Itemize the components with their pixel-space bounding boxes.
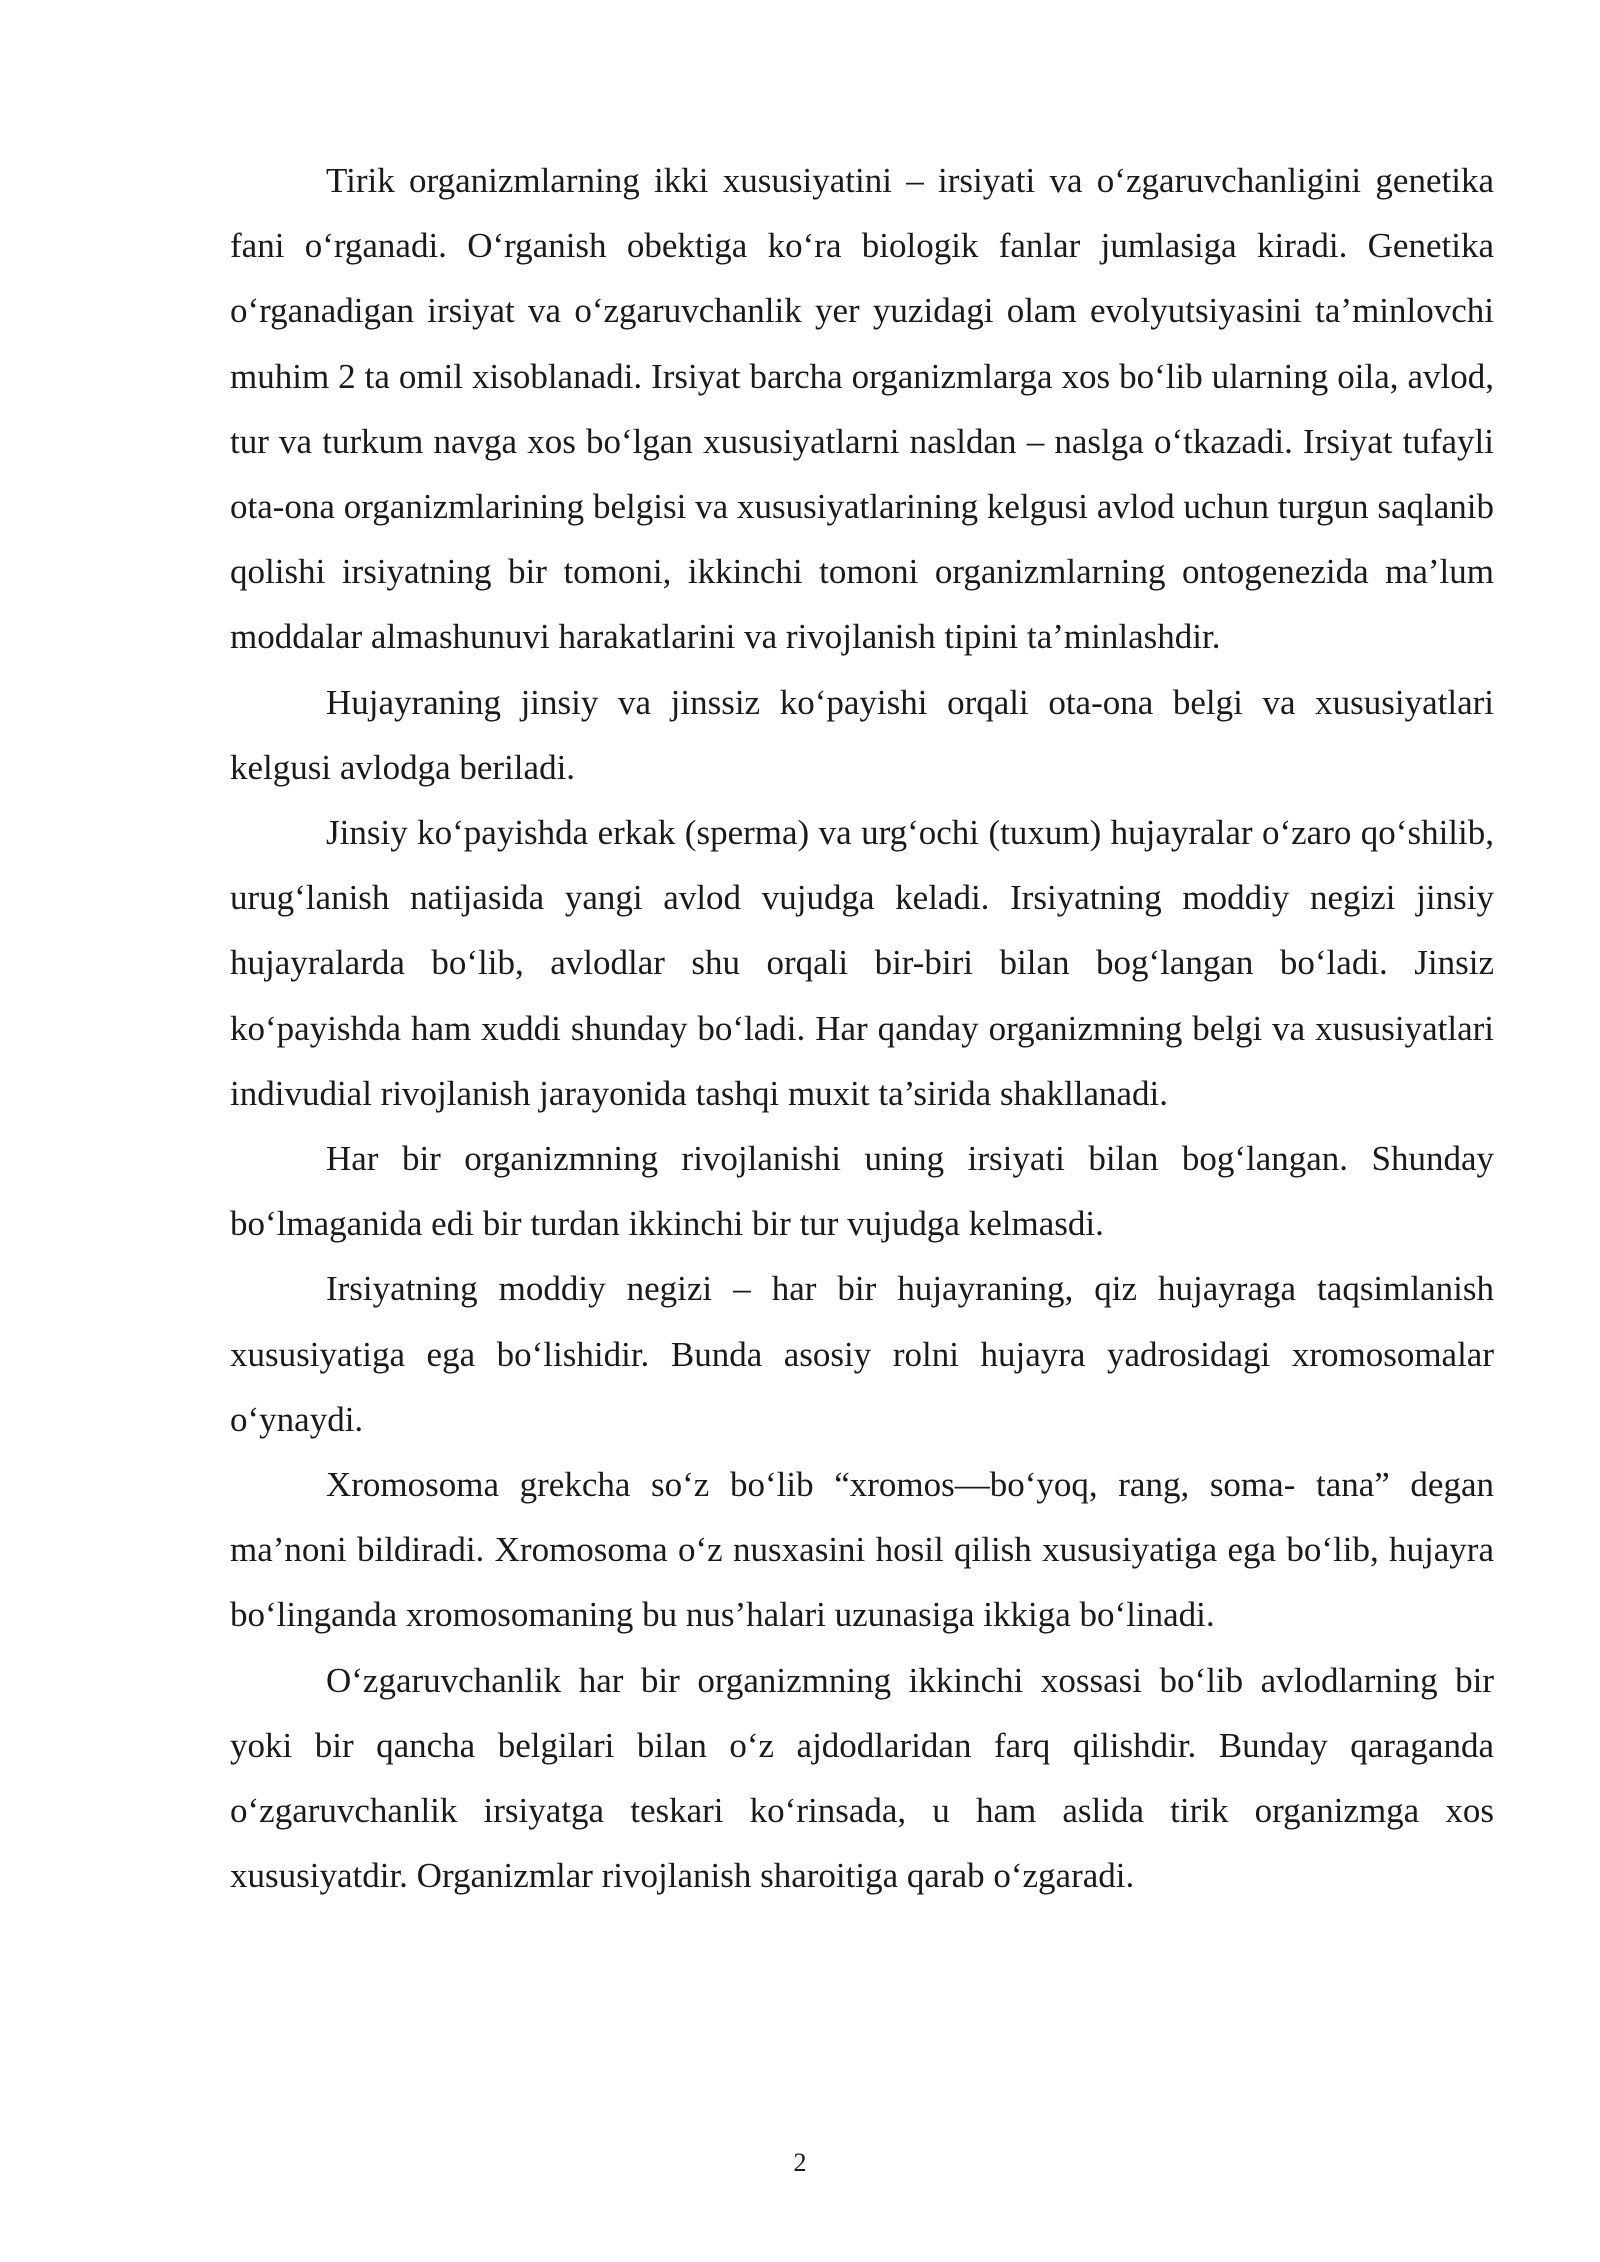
paragraph-chromosome: Xromosoma grekcha so‘z bo‘lib “xromos—bo‘yoq, rang, soma- tana” degan ma’noni bildiradi. Xromosoma o‘z nusxasini hosil qilish xususiyatiga ega bo‘lib, hujayra bo‘linganda xromosomaning bu nus’halari uzunasiga ikkiga bo‘linadi. <box>230 1465 1494 1635</box>
paragraph-variability: O‘zgaruvchanlik har bir organizmning ikkinchi xossasi bo‘lib avlodlarning bir yoki bir qancha belgilari bilan o‘z ajdodlaridan farq qilishdir. Bunday qaraganda o‘zgaruvchanlik irsiyatga teskari ko‘rinsada, u ham aslida tirik organizmga xos xususiyatdir. Organizmlar rivojlanish sharoitiga qarab o‘zgaradi. <box>230 1660 1494 1896</box>
page-body <box>230 148 1494 1908</box>
paragraph-sexual-reproduction: Jinsiy ko‘payishda erkak (sperma) va urg‘ochi (tuxum) hujayralar o‘zaro qo‘shilib, urug‘lanish natijasida yangi avlod vujudga keladi. Irsiyatning moddiy negizi jinsiy hujayralarda bo‘lib, avlodlar shu orqali bir-biri bilan bog‘langan bo‘ladi. Jinsiz ko‘payishda ham xuddi shunday bo‘ladi. Har qanday organizmning belgi va xususiyatlari indivudial rivojlanish jarayonida tashqi muxit ta’sirida shakllanadi. <box>230 813 1494 1113</box>
paragraph-reproduction: Hujayraning jinsiy va jinssiz ko‘payishi orqali ota-ona belgi va xususiyatlari kelgusi avlodga beriladi. <box>230 682 1494 787</box>
paragraph-heredity-definition: Tirik organizmlarning ikki xususiyatini – irsiyati va o‘zgaruvchanligini genetika fani o‘rganadi. O‘rganish obektiga ko‘ra biologik fanlar jumlasiga kiradi. Genetika o‘rganadigan irsiyat va o‘zgaruvchanlik yer yuzidagi olam evolyutsiyasini ta’minlovchi muhim 2 ta omil xisoblanadi. Irsiyat barcha organizmlarga xos bo‘lib ularning oila, avlod, tur va turkum navga xos bo‘lgan xususiyatlarni nasldan – naslga o‘tkazadi. Irsiyat tufayli ota-ona organizmlarining belgisi va xususiyatlarining kelgusi avlod uchun turgun saqlanib qolishi irsiyatning bir tomoni, ikkinchi tomoni organizmlarning ontogenezida ma’lum moddalar almashunuvi harakatlarini va rivojlanish tipini ta’minlashdir. <box>230 161 1494 657</box>
paragraph-organism-development: Har bir organizmning rivojlanishi uning irsiyati bilan bog‘langan. Shunday bo‘lmaganida edi bir turdan ikkinchi bir tur vujudga kelmasdi. <box>230 1139 1494 1244</box>
paragraph-material-basis: Irsiyatning moddiy negizi – har bir hujayraning, qiz hujayraga taqsimlanish xususiyatiga ega bo‘lishidir. Bunda asosiy rolni hujayra yadrosidagi xromosomalar o‘ynaydi. <box>230 1269 1494 1439</box>
page-number: 2 <box>793 2148 807 2177</box>
